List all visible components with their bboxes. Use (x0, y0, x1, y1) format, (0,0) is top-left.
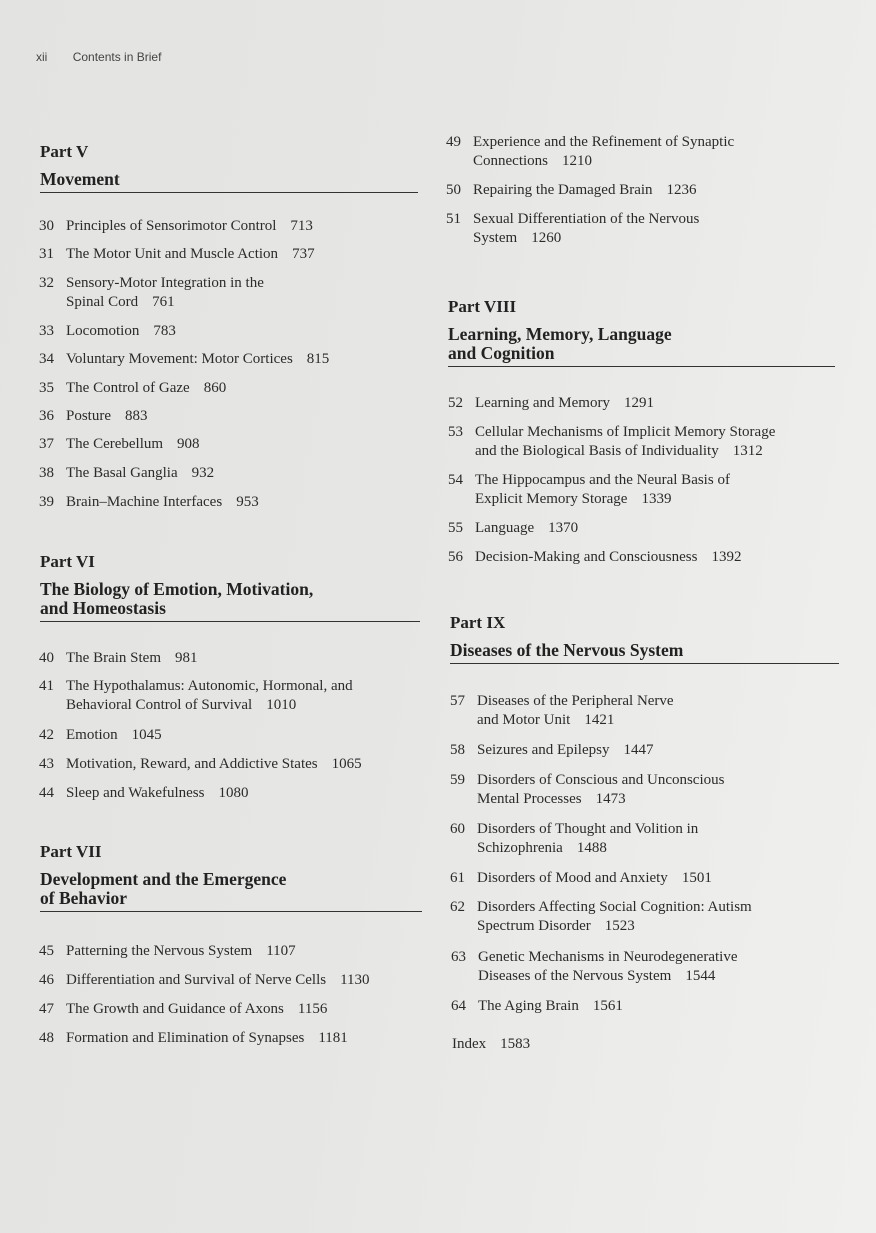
part-title: Diseases of the Nervous System (450, 641, 839, 664)
toc-entry[interactable]: 38 The Basal Ganglia 932 (39, 465, 215, 481)
running-header (36, 50, 161, 64)
part-title: Movement (40, 170, 418, 193)
toc-entry[interactable]: 62 Disorders Affecting Social Cognition: Autism Spectrum Disorder 1523 (450, 899, 752, 934)
toc-entry[interactable]: 56 Decision-Making and Consciousness 1392 (448, 549, 742, 565)
toc-entry[interactable]: 50 Repairing the Damaged Brain 1236 (446, 182, 697, 198)
toc-entry[interactable]: 37 The Cerebellum 908 (39, 436, 200, 452)
toc-index-entry[interactable]: Index 1583 (452, 1036, 531, 1052)
part-label: Part VII (40, 842, 102, 861)
part-viii-heading (448, 297, 835, 367)
part-v-heading (40, 142, 418, 193)
toc-entry[interactable]: 64 The Aging Brain 1561 (451, 998, 623, 1014)
toc-entry[interactable]: 34 Voluntary Movement: Motor Cortices 815 (39, 351, 330, 367)
part-ix-heading (450, 613, 839, 664)
part-label: Part VI (40, 552, 95, 571)
toc-entry[interactable]: 30 Principles of Sensorimotor Control 713 (39, 218, 313, 234)
toc-entry[interactable]: 54 The Hippocampus and the Neural Basis of Explicit Memory Storage 1339 (448, 472, 730, 507)
toc-entry[interactable]: 43 Motivation, Reward, and Addictive States 1065 (39, 756, 362, 772)
part-title: The Biology of Emotion, Motivation, and Homeostasis (40, 580, 420, 622)
toc-entry[interactable]: 61 Disorders of Mood and Anxiety 1501 (450, 870, 712, 886)
toc-entry[interactable]: 32 Sensory-Motor Integration in the Spinal Cord 761 (39, 275, 264, 310)
toc-entry[interactable]: 45 Patterning the Nervous System 1107 (39, 943, 296, 959)
toc-entry[interactable]: 53 Cellular Mechanisms of Implicit Memory Storage and the Biological Basis of Individuality 1312 (448, 424, 776, 459)
toc-entry[interactable]: 44 Sleep and Wakefulness 1080 (39, 785, 249, 801)
toc-entry[interactable]: 47 The Growth and Guidance of Axons 1156 (39, 1001, 328, 1017)
toc-entry[interactable]: 31 The Motor Unit and Muscle Action 737 (39, 246, 315, 262)
toc-entry[interactable]: 57 Diseases of the Peripheral Nerve and Motor Unit 1421 (450, 693, 674, 728)
toc-entry[interactable]: 60 Disorders of Thought and Volition in Schizophrenia 1488 (450, 821, 699, 856)
toc-entry[interactable]: 41 The Hypothalamus: Autonomic, Hormonal, and Behavioral Control of Survival 1010 (39, 678, 353, 713)
part-vi-heading (40, 552, 420, 622)
toc-entry[interactable]: 55 Language 1370 (448, 520, 579, 536)
part-vii-heading (40, 842, 422, 912)
page-number: xii (36, 50, 48, 64)
toc-entry[interactable]: 49 Experience and the Refinement of Synaptic Connections 1210 (446, 134, 735, 169)
part-label: Part VIII (448, 297, 517, 316)
toc-entry[interactable]: 58 Seizures and Epilepsy 1447 (450, 742, 654, 758)
toc-entry[interactable]: 59 Disorders of Conscious and Unconscious Mental Processes 1473 (450, 772, 725, 807)
toc-entry[interactable]: 35 The Control of Gaze 860 (39, 380, 227, 396)
toc-entry[interactable]: 33 Locomotion 783 (39, 323, 176, 339)
toc-entry[interactable]: 36 Posture 883 (39, 408, 148, 424)
toc-entry[interactable]: 46 Differentiation and Survival of Nerve Cells 1130 (39, 972, 370, 988)
toc-entry[interactable]: 48 Formation and Elimination of Synapses 1181 (39, 1030, 348, 1046)
toc-entry[interactable]: 63 Genetic Mechanisms in Neurodegenerative Diseases of the Nervous System 1544 (451, 949, 738, 984)
part-label: Part V (40, 142, 89, 161)
toc-entry[interactable]: 52 Learning and Memory 1291 (448, 395, 654, 411)
running-title: Contents in Brief (72, 50, 162, 64)
part-label: Part IX (450, 613, 506, 632)
part-title: Development and the Emergence of Behavior (40, 870, 422, 912)
toc-entry[interactable]: 40 The Brain Stem 981 (39, 650, 198, 666)
toc-entry[interactable]: 51 Sexual Differentiation of the Nervous System 1260 (446, 211, 700, 246)
toc-entry[interactable]: 39 Brain–Machine Interfaces 953 (39, 494, 259, 510)
part-title: Learning, Memory, Language and Cognition (448, 325, 835, 367)
toc-entry[interactable]: 42 Emotion 1045 (39, 727, 162, 743)
